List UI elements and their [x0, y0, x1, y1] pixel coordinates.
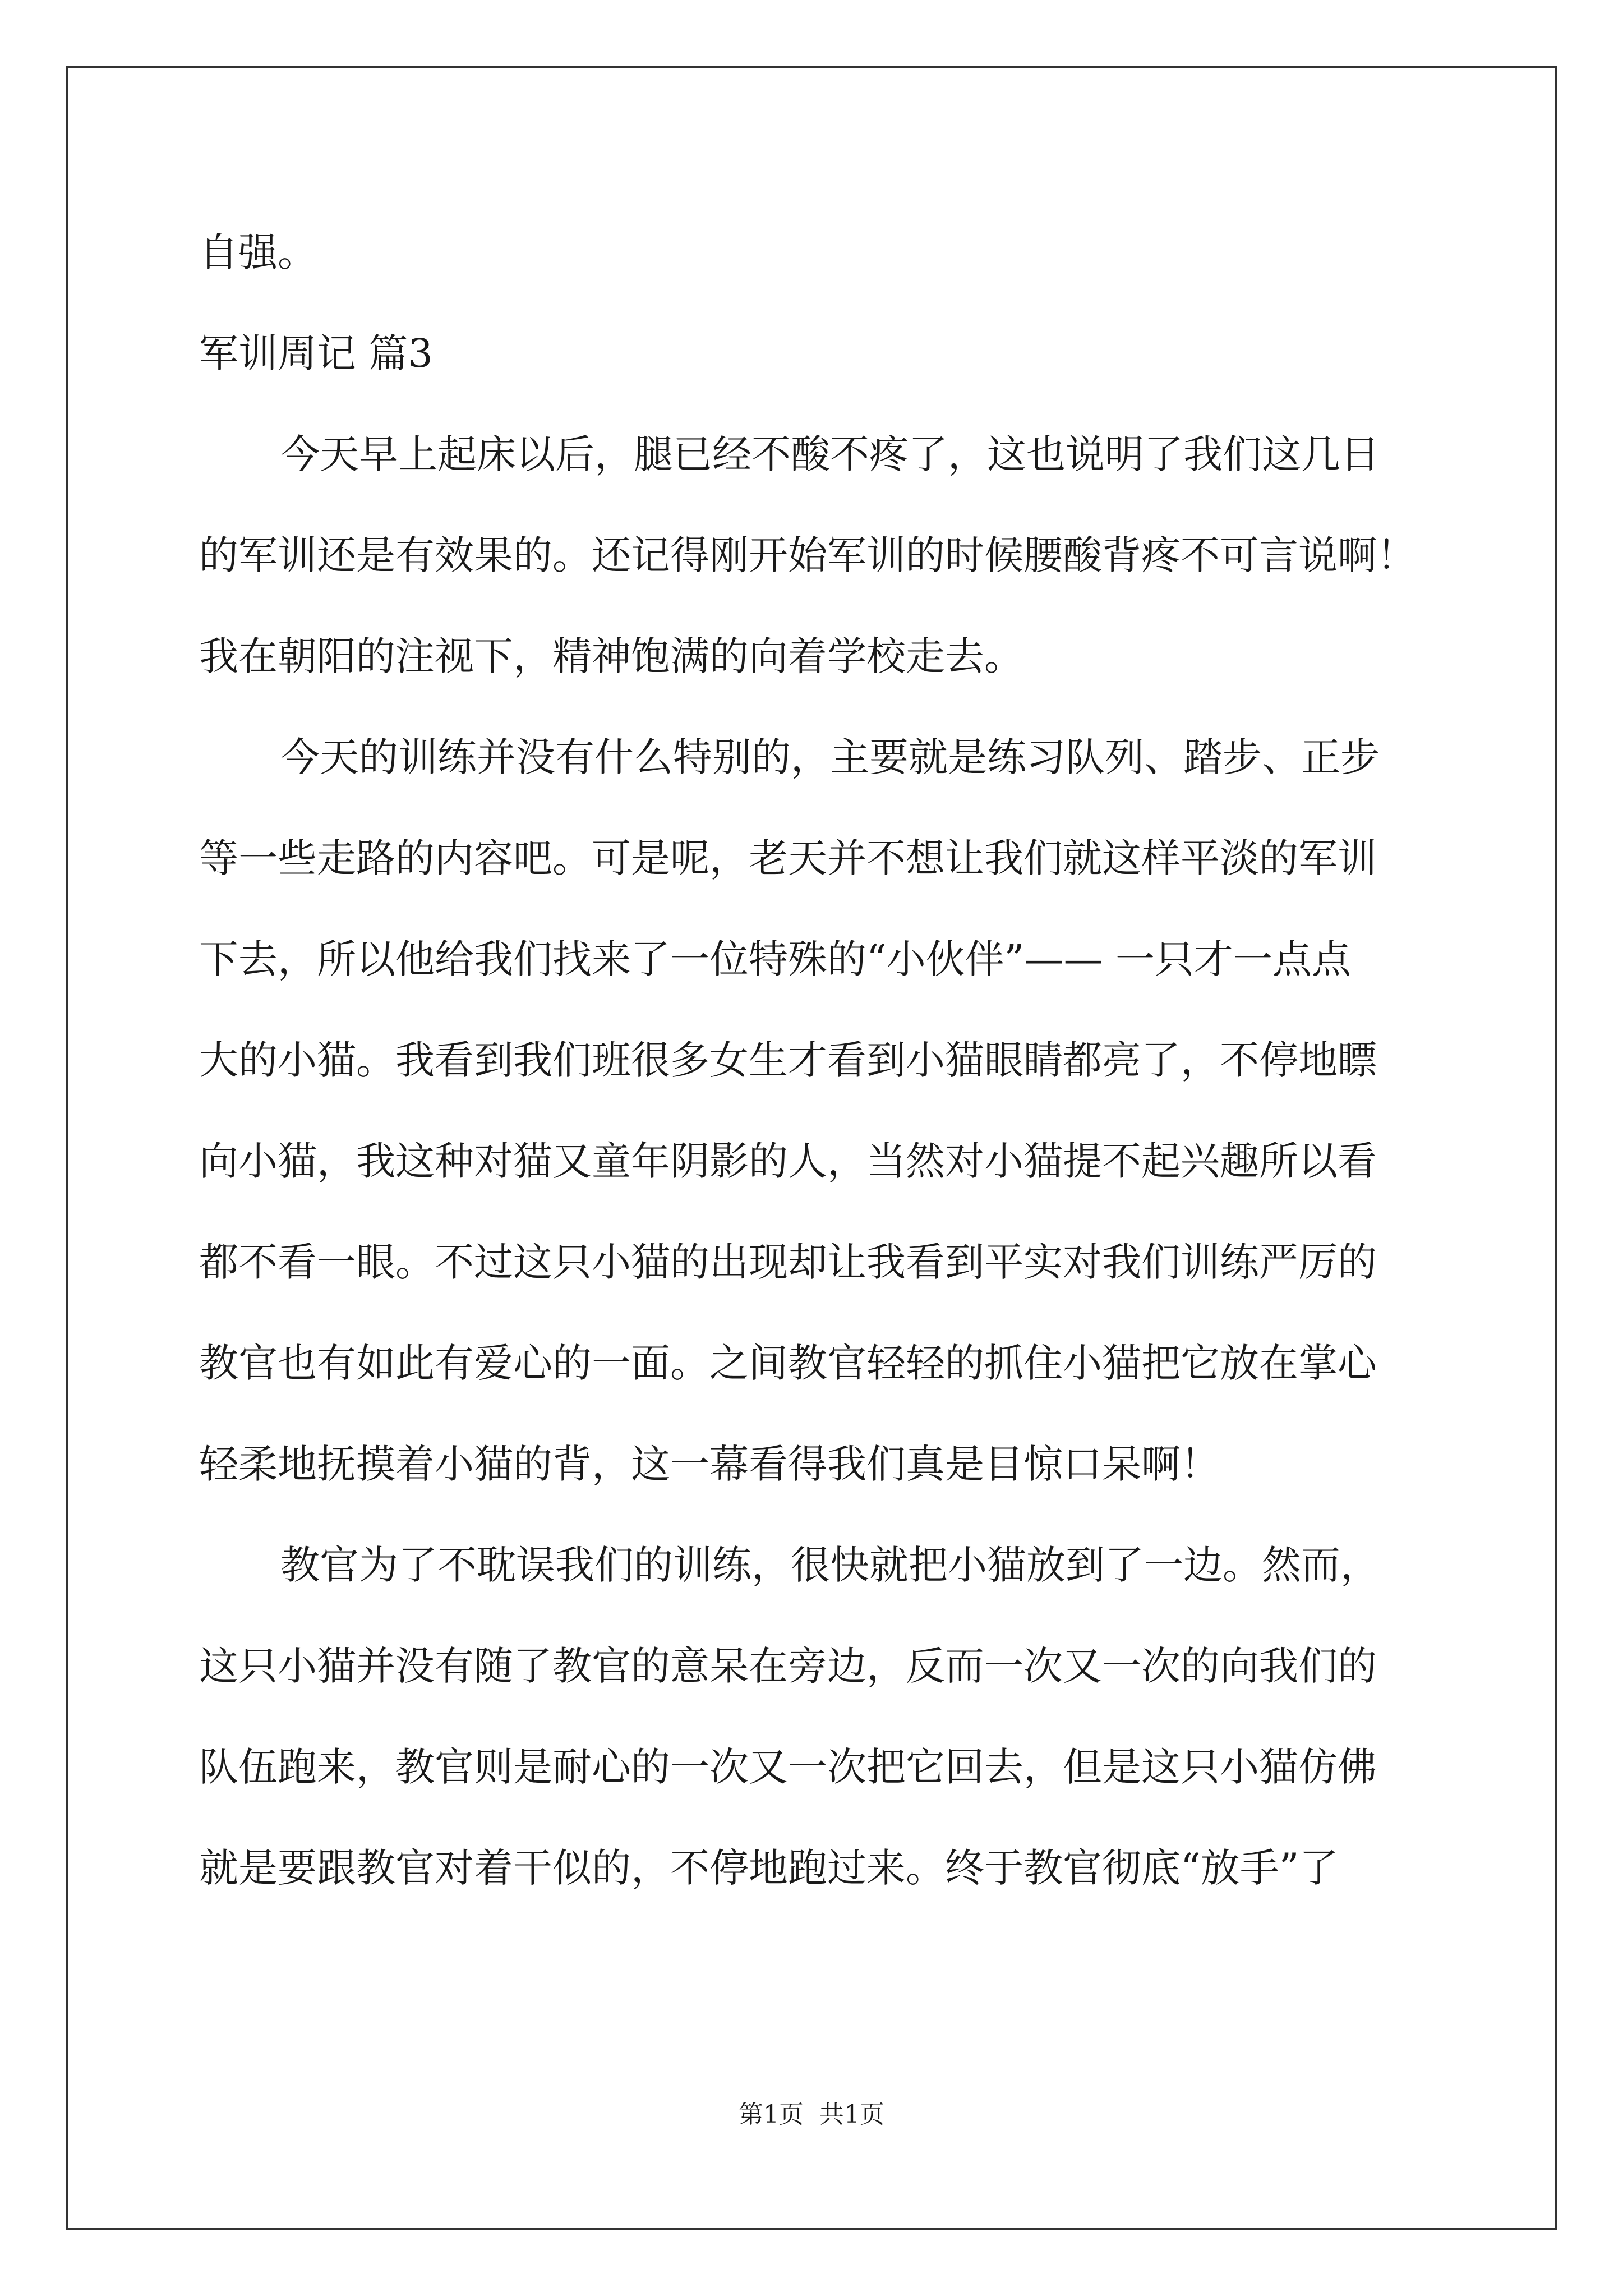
paragraph-2-line: 下去，所以他给我们找来了一位特殊的“小伙伴”—— 一只才一点点: [199, 936, 1351, 982]
paragraph-3-line: 就是要跟教官对着干似的，不停地跑过来。终于教官彻底“放手”了: [199, 1845, 1339, 1891]
paragraph-2-line: 等一些走路的内容吧。可是呢，老天并不想让我们就这样平淡的军训: [199, 835, 1377, 881]
paragraph-3-line: 这只小猫并没有随了教官的意呆在旁边，反而一次又一次的向我们的: [199, 1643, 1377, 1689]
paragraph-2-line: 今天的训练并没有什么特别的，主要就是练习队列、踏步、正步: [280, 734, 1380, 780]
paragraph-3-line: 教官为了不耽误我们的训练，很快就把小猫放到了一边。然而，: [280, 1542, 1380, 1588]
paragraph-1-line: 我在朝阳的注视下，精神饱满的向着学校走去。: [199, 633, 1023, 679]
paragraph-3-line: 队伍跑来，教官则是耐心的一次又一次把它回去，但是这只小猫仿佛: [199, 1744, 1377, 1790]
paragraph-2-line: 教官也有如此有爱心的一面。之间教官轻轻的抓住小猫把它放在掌心: [199, 1340, 1377, 1386]
paragraph-2-line: 大的小猫。我看到我们班很多女生才看到小猫眼睛都亮了，不停地瞟: [199, 1037, 1377, 1083]
page-footer: [0, 2098, 1623, 2132]
section-heading: 军训周记 篇3: [199, 330, 433, 376]
paragraph-1-line: 的军训还是有效果的。还记得刚开始军训的时候腰酸背疼不可言说啊！: [199, 532, 1416, 578]
text-line: 自强。: [199, 229, 317, 275]
document-body: [199, 202, 1455, 1918]
page-number: 第1页: [739, 2100, 804, 2129]
paragraph-1-line: 今天早上起床以后，腿已经不酸不疼了，这也说明了我们这几日: [280, 431, 1380, 477]
page-total: 共1页: [819, 2100, 884, 2129]
paragraph-2-line: 轻柔地抚摸着小猫的背，这一幕看得我们真是目惊口呆啊！: [199, 1441, 1220, 1487]
paragraph-2-line: 都不看一眼。不过这只小猫的出现却让我看到平实对我们训练严厉的: [199, 1239, 1377, 1285]
paragraph-2-line: 向小猫，我这种对猫又童年阴影的人，当然对小猫提不起兴趣所以看: [199, 1138, 1377, 1184]
